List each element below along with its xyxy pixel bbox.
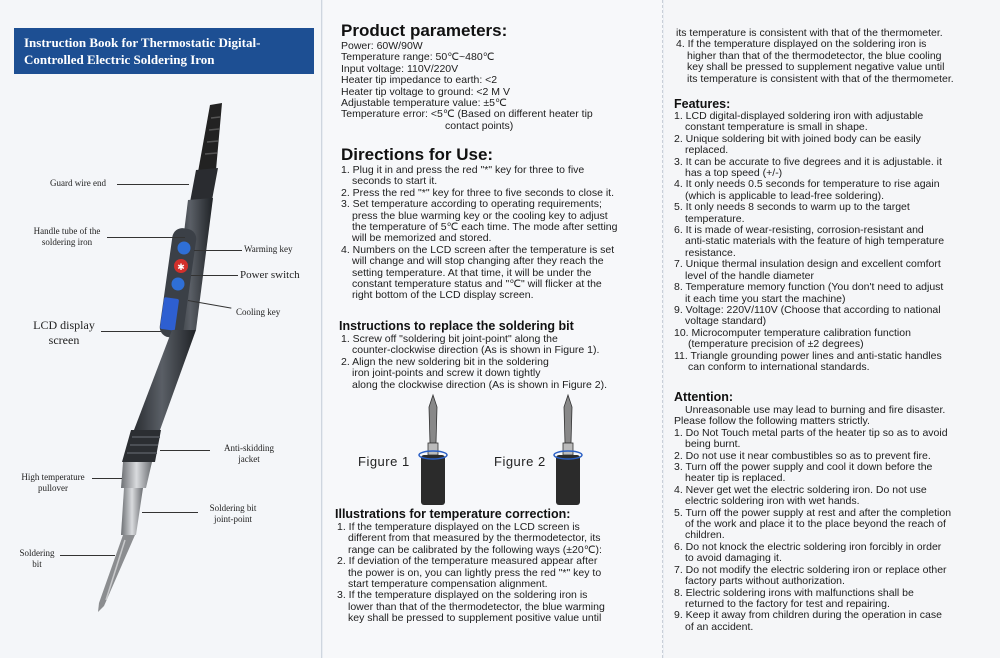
svg-text:✱: ✱ [177, 263, 185, 273]
attention-line: of the work and place it to the place beyond the reach of [685, 518, 946, 531]
temperature-correction-heading: Illustrations for temperature correction: [335, 507, 571, 521]
attention-line: Please follow the following matters strictly. [674, 415, 870, 428]
replace-line: along the clockwise direction (As is shown in Figure 2). [352, 378, 608, 391]
replace-line: 1. Screw off "soldering bit joint-point" along the [341, 333, 558, 345]
label-warming-key: Warming key [244, 244, 293, 254]
correction-line: 2. If deviation of the temperature measured appear after [337, 555, 598, 568]
feature-line: level of the handle diameter [685, 269, 814, 282]
attention-line: electric soldering iron with wet hands. [685, 495, 860, 508]
label-soldering-bit-joint: Soldering bit joint-point [209, 503, 257, 524]
attention-line: returned to the factory for test and repairing. [685, 597, 890, 610]
correction-line: different from that measured by the thermodetector, its [348, 532, 601, 545]
features-list [674, 111, 944, 373]
soldering-bit-joint [121, 488, 143, 535]
product-parameters-heading: Product parameters: [341, 21, 508, 40]
attention-list [674, 405, 951, 633]
feature-line: 9. Voltage: 220V/110V (Choose that according to national [674, 303, 941, 316]
replace-bit-list [341, 334, 607, 391]
feature-line: has a top speed (+/-) [685, 167, 783, 180]
replace-bit-heading: Instructions to replace the soldering bit [339, 319, 574, 333]
left-panel [0, 0, 322, 658]
feature-line: can conform to international standards. [688, 360, 870, 373]
feature-line: 3. It can be accurate to five degrees and it is adjustable. it [674, 155, 942, 168]
attention-line: 2. Do not use it near combustibles so as to prevent fire. [674, 449, 931, 462]
feature-line: 1. LCD digital-displayed soldering iron with adjustable [674, 110, 924, 122]
feature-line: 10. Microcomputer temperature calibration function [674, 326, 911, 339]
attention-line: 6. Do not knock the electric soldering iron forcibly in order [674, 540, 942, 553]
product-parameters-list [341, 41, 593, 132]
directions-line: 4. Numbers on the LCD screen after the temperature is set [341, 243, 615, 256]
correction-cont-line: higher than that of the thermodetector, the blue cooling [687, 49, 942, 62]
label-lcd-display: LCD display screen [33, 318, 95, 347]
attention-line: factory parts without authorization. [685, 575, 845, 588]
directions-line: 1. Plug it in and press the red "*" key for three to five [341, 164, 585, 176]
correction-line: lower than that of the thermodetector, the blue warming [348, 600, 605, 613]
handle-lower-body [134, 330, 196, 430]
guard-wire-end [190, 168, 218, 202]
right-panel [664, 0, 1000, 658]
param-line: Input voltage: 110V/220V [341, 62, 459, 75]
warming-key-button[interactable] [178, 242, 191, 255]
directions-line: right bottom of the LCD display screen. [352, 289, 534, 302]
feature-line: voltage standard) [685, 315, 767, 328]
middle-panel [323, 0, 663, 658]
feature-line: (which is applicable to lead-free soldering). [685, 189, 885, 202]
soldering-bit [98, 535, 135, 612]
attention-line: 8. Electric soldering irons with malfunctions shall be [674, 586, 914, 599]
high-temperature-pullover [121, 462, 152, 488]
directions-line: press the blue warming key or the cooling key to adjust [352, 209, 608, 222]
param-line: contact points) [445, 119, 514, 132]
correction-cont-line: key shall be pressed to supplement negative value until [687, 61, 945, 74]
correction-line: 3. If the temperature displayed on the soldering iron is [337, 589, 588, 602]
param-line: Adjustable temperature value: ±5℃ [341, 97, 507, 110]
correction-continued [676, 28, 954, 85]
param-line: Temperature range: 50℃~480℃ [341, 51, 495, 64]
correction-line: the power is on, you can lightly press the red "*" key to [348, 566, 602, 579]
correction-cont-line: its temperature is consistent with that of the thermometer. [687, 72, 954, 85]
directions-line: 2. Press the red "*" key for three to five seconds to close it. [341, 186, 614, 199]
feature-line: 5. It only needs 8 seconds to warm up to the target [674, 201, 910, 214]
feature-line: temperature. [685, 212, 745, 225]
label-power-switch: Power switch [240, 269, 300, 281]
directions-line: the temperature of 5℃ each time. The mode after setting [352, 221, 618, 234]
attention-line: 1. Do Not Touch metal parts of the heater tip so as to avoid [674, 426, 948, 439]
manual-title-line-1: Instruction Book for Thermostatic Digital- [24, 35, 261, 50]
feature-line: 4. It only needs 0.5 seconds for temperature to rise again [674, 178, 940, 191]
directions-line: constant temperature status and "℃" will flicker at the [352, 278, 602, 291]
correction-line: key shall be pressed to supplement positive value until [348, 612, 602, 625]
correction-cont-line: 4. If the temperature displayed on the soldering iron is [676, 38, 927, 51]
attention-line: 4. Never get wet the electric soldering iron. Do not use [674, 483, 927, 496]
feature-line: it each time you start the machine) [685, 292, 846, 305]
correction-line: start temperature compensation alignment. [348, 578, 548, 591]
attention-line: 7. Do not modify the electric soldering iron or replace other [674, 563, 947, 576]
attention-line: children. [685, 529, 725, 542]
feature-line: (temperature precision of ±2 degrees) [688, 338, 864, 351]
replace-line: iron joint-points and screw it down tightly [352, 367, 541, 380]
feature-line: anti-static materials with the feature of high temperature [685, 235, 945, 248]
correction-line: range can be calibrated by the following ways (±20℃): [348, 543, 602, 556]
feature-line: replaced. [685, 144, 729, 157]
correction-line: 1. If the temperature displayed on the LCD screen is [337, 521, 580, 533]
temperature-correction-list [337, 522, 605, 625]
label-cooling-key: Cooling key [236, 307, 281, 317]
attention-line: Unreasonable use may lead to burning and fire disaster. [685, 404, 946, 416]
feature-line: 11. Triangle grounding power lines and anti-static handles [674, 349, 942, 362]
cable-strain-relief [198, 103, 222, 172]
feature-line: constant temperature is small in shape. [685, 121, 868, 134]
figure-2-label: Figure 2 [494, 454, 546, 469]
directions-line: setting temperature. At that time, it will be under the [352, 266, 592, 279]
param-line: Heater tip voltage to ground: <2 M V [341, 85, 510, 98]
feature-line: 6. It is made of wear-resisting, corrosion-resistant and [674, 224, 924, 237]
attention-line: to avoid damaging it. [685, 552, 782, 565]
attention-line: 5. Turn off the power supply at rest and after the completion [674, 506, 952, 519]
directions-line: 3. Set temperature according to operating requirements; [341, 198, 602, 211]
attention-line: 3. Turn off the power supply and cool it down before the [674, 461, 933, 474]
attention-line: being burnt. [685, 438, 741, 451]
cooling-key-button[interactable] [172, 278, 185, 291]
feature-line: 7. Unique thermal insulation design and excellent comfort [674, 258, 941, 271]
replace-line: counter-clockwise direction (As is shown in Figure 1). [352, 344, 600, 357]
feature-line: 2. Unique soldering bit with joined body can be easily [674, 132, 921, 145]
attention-line: 9. Keep it away from children during the operation in case [674, 609, 942, 622]
figure-1-label: Figure 1 [358, 454, 410, 469]
attention-heading: Attention: [674, 390, 734, 404]
attention-line: heater tip is replaced. [685, 472, 786, 485]
features-heading: Features: [674, 97, 731, 111]
param-line: Heater tip impedance to earth: <2 [341, 74, 498, 87]
feature-line: 8. Temperature memory function (You don't need to adjust [674, 281, 944, 294]
param-line: Power: 60W/90W [341, 40, 423, 52]
feature-line: resistance. [685, 246, 736, 259]
label-soldering-bit: Soldering bit [19, 548, 55, 569]
replace-line: 2. Align the new soldering bit in the soldering [341, 355, 549, 368]
label-high-temperature-pullover: High temperature pullover [21, 472, 85, 493]
directions-heading: Directions for Use: [341, 145, 494, 164]
param-line: Temperature error: <5℃ (Based on different heater tip [341, 108, 593, 121]
directions-line: will be memorized and stored. [352, 232, 492, 245]
directions-line: will change and will stop changing after they reach the [352, 255, 604, 268]
correction-cont-line: its temperature is consistent with that of the thermometer. [676, 27, 943, 39]
label-anti-skidding-jacket: Anti-skidding jacket [223, 443, 274, 464]
figure-2-illustration [548, 393, 588, 508]
figure-1-illustration [413, 393, 453, 508]
label-handle-tube: Handle tube of the soldering iron [33, 226, 101, 247]
directions-list [341, 165, 618, 302]
label-guard-wire-end: Guard wire end [50, 178, 106, 188]
attention-line: of an accident. [685, 620, 754, 633]
manual-title-line-2: Controlled Electric Soldering Iron [24, 52, 215, 67]
directions-line: seconds to start it. [352, 175, 438, 188]
